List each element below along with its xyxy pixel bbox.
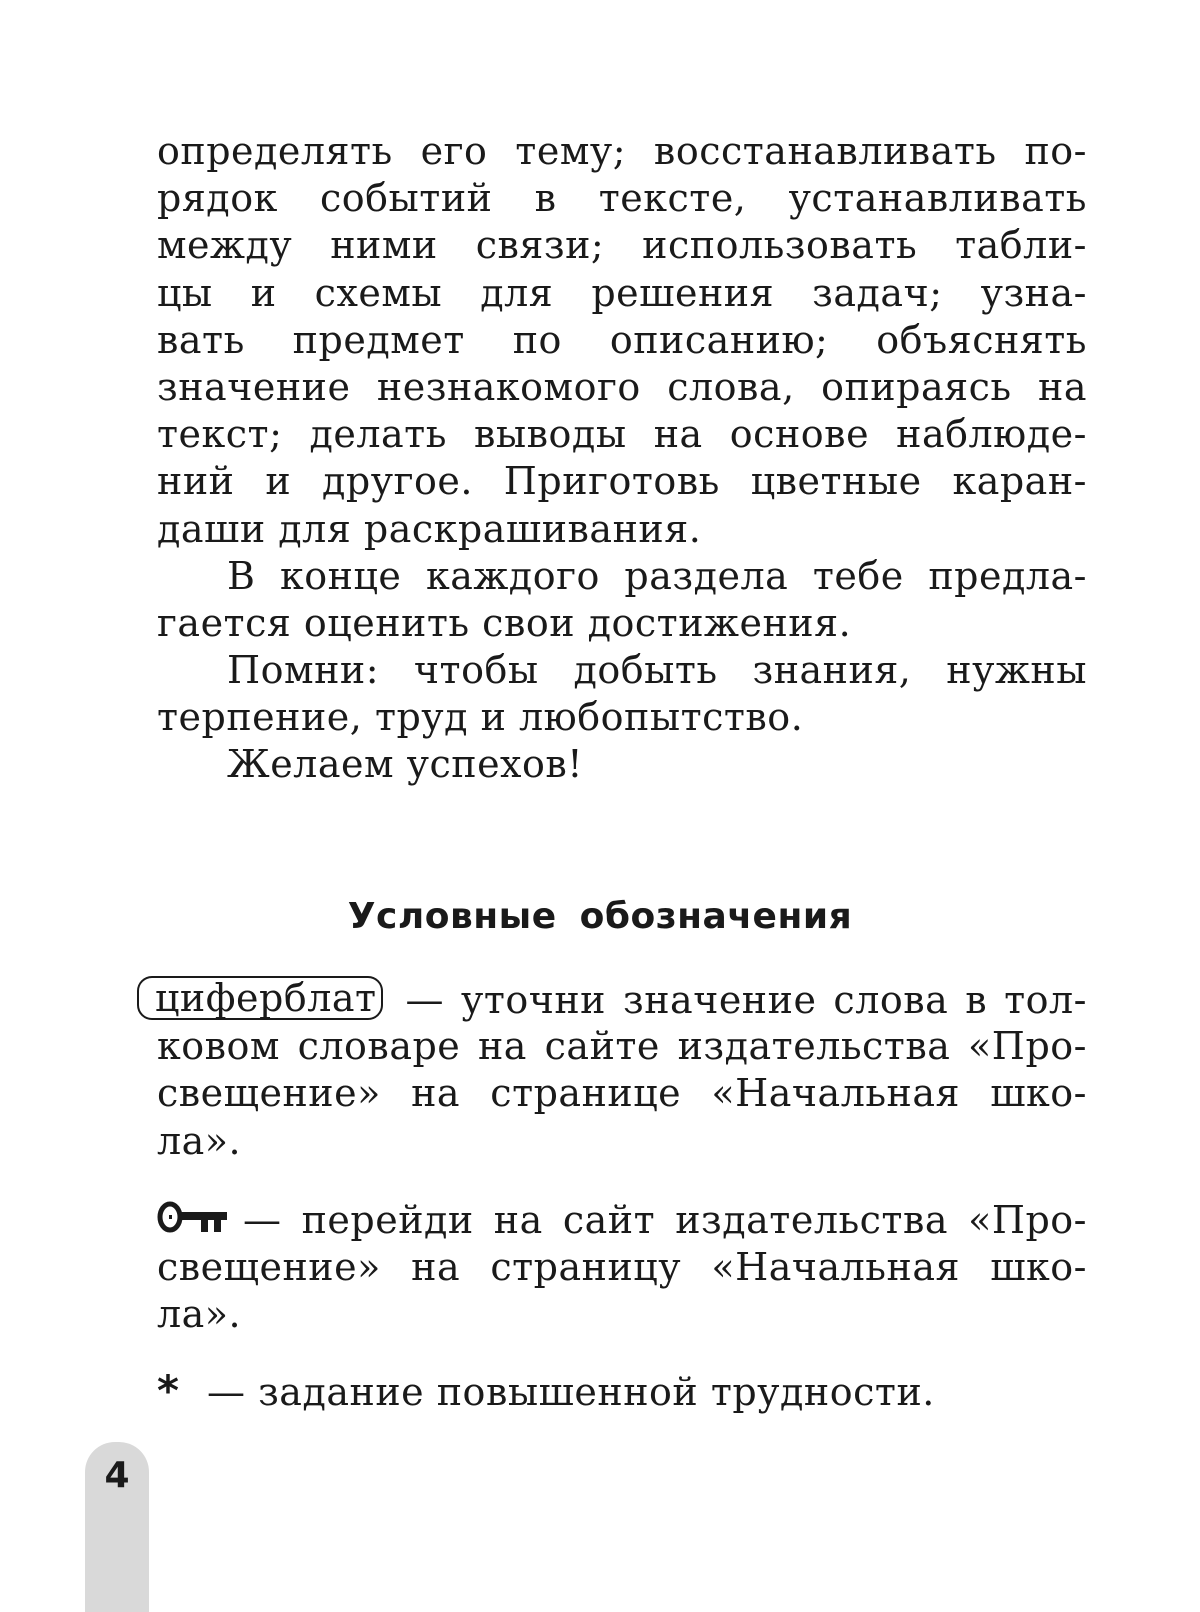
body-line: гается оценить свои достижения. — [157, 600, 852, 645]
body-line: цы и схемы для решения задач; узна- — [157, 270, 1087, 315]
legend-dictionary-line: ла». — [157, 1118, 242, 1163]
body-line: рядок событий в тексте, устанавливать — [157, 176, 1087, 221]
legend-key-text: — перейди на сайт издательства «Про- — [243, 1198, 1087, 1242]
asterisk-icon: * — [157, 1366, 180, 1415]
legend-dictionary-entry — [137, 976, 1087, 1165]
body-line: Помни: чтобы добыть знания, нужны — [227, 648, 1087, 693]
legend-star-line — [137, 1367, 1087, 1414]
legend-dictionary-line: свещение» на странице «Начальная шко- — [157, 1071, 1087, 1116]
body-line: текст; делать выводы на основе наблюде- — [157, 412, 1087, 457]
legend-dictionary-first-line — [137, 976, 1087, 1023]
legend-dictionary-text: — уточни значение слова в тол- — [405, 978, 1087, 1022]
legend-star-entry — [137, 1367, 1087, 1414]
page-number: 4 — [104, 1455, 130, 1496]
dictionary-word-box: циферблат — [137, 976, 383, 1020]
legend-dictionary-line: ковом словаре на сайте издательства «Про- — [157, 1024, 1087, 1069]
body-line: терпение, труд и любопытство. — [157, 695, 804, 740]
legend-star-text: — задание повышенной трудности. — [207, 1370, 935, 1414]
legend-title: Условные обозначения — [347, 896, 853, 937]
body-line: значение незнакомого слова, опираясь на — [157, 364, 1087, 409]
legend-key-first-line — [137, 1197, 1087, 1244]
body-line: между ними связи; использовать табли- — [157, 223, 1087, 268]
legend-key-line: ла». — [157, 1292, 242, 1337]
body-line: определять его тему; восстанавливать по- — [157, 129, 1087, 173]
body-line: вать предмет по описанию; объяснять — [157, 317, 1087, 362]
main-text-block — [157, 128, 1087, 789]
body-line: даши для раскрашивания. — [157, 506, 702, 551]
legend-key-line: свещение» на страницу «Начальная шко- — [157, 1245, 1087, 1290]
body-line: В конце каждого раздела тебе предла- — [227, 553, 1087, 598]
closing-wish: Желаем успехов! — [227, 742, 584, 787]
legend-key-entry — [137, 1197, 1087, 1339]
key-icon — [157, 1199, 229, 1235]
body-line: ний и другое. Приготовь цветные каран- — [157, 459, 1087, 504]
